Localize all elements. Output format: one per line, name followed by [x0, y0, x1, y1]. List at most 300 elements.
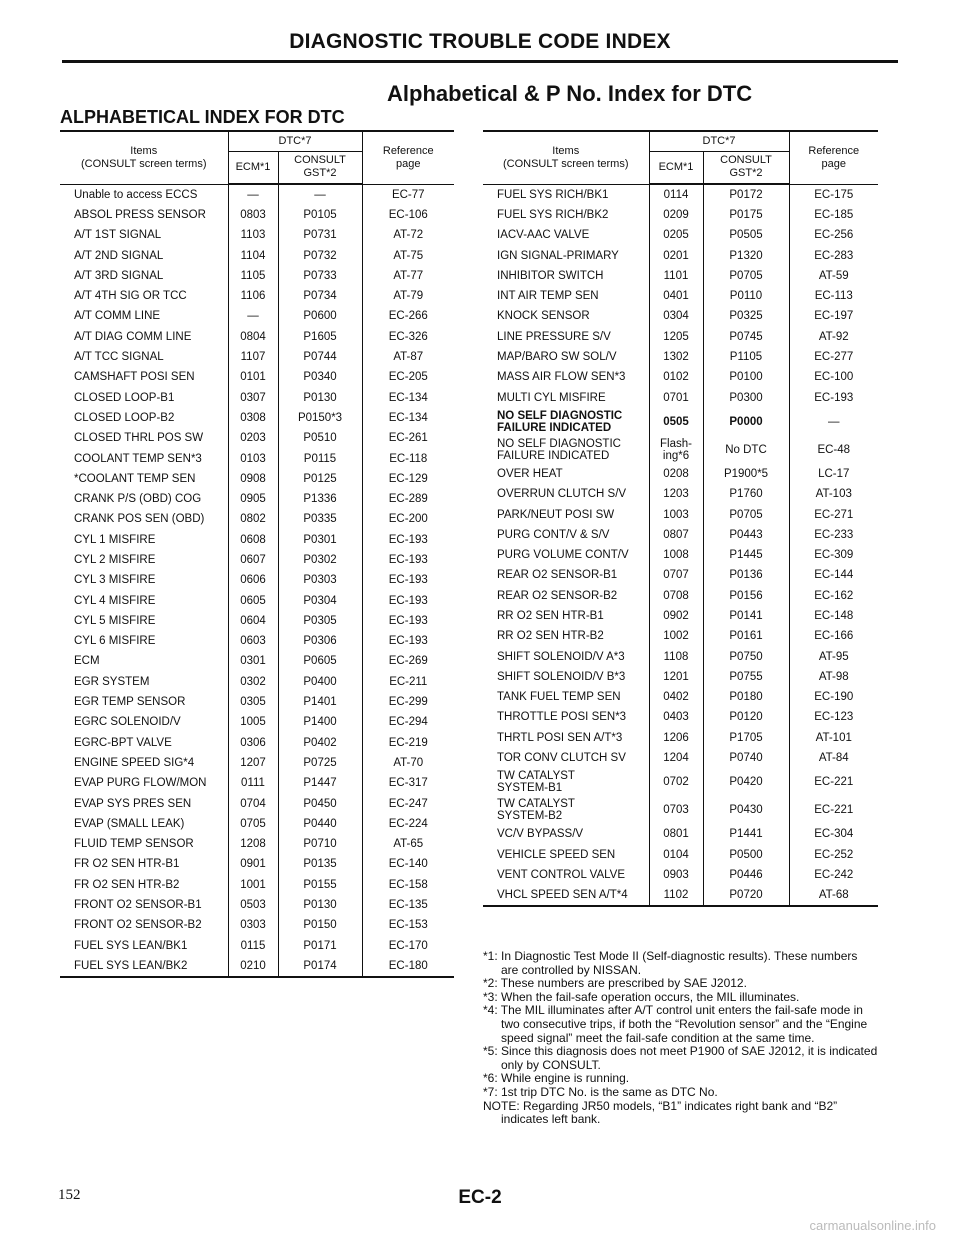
table-row: [483, 327, 878, 347]
cell-item: FRONT O2 SENSOR-B1: [74, 899, 202, 912]
cell-ecm: 1103: [228, 225, 278, 245]
dtc-table-left: [60, 130, 454, 978]
table-row: [60, 550, 454, 570]
cell-ecm: 1005: [228, 712, 278, 732]
cell-reference: EC-304: [789, 824, 878, 844]
table-row: [60, 895, 454, 915]
cell-ecm: 0505: [649, 408, 703, 436]
cell-consult-gst: No DTC: [703, 436, 789, 464]
table-row: [60, 854, 454, 874]
cell-reference: EC-134: [362, 408, 454, 428]
cell-ecm: 0704: [228, 793, 278, 813]
cell-ecm: 0205: [649, 225, 703, 245]
cell-consult-gst: P0720: [703, 885, 789, 906]
cell-item: SHIFT SOLENOID/V B*3: [497, 670, 626, 683]
cell-item: EGR SYSTEM: [74, 675, 150, 688]
cell-item: LINE PRESSURE S/V: [497, 330, 611, 343]
cell-ecm: 0701: [649, 387, 703, 407]
cell-consult-gst: P1900*5: [703, 464, 789, 484]
page-number: 152: [58, 1187, 81, 1203]
cell-item: PURG CONT/V & S/V: [497, 528, 610, 541]
cell-reference: EC-294: [362, 712, 454, 732]
table-row: [483, 367, 878, 387]
cell-reference: EC-175: [789, 184, 878, 205]
cell-consult-gst: P0731: [278, 225, 362, 245]
cell-ecm: —: [228, 184, 278, 205]
table-row: [60, 489, 454, 509]
cell-ecm: 0201: [649, 245, 703, 265]
cell-item: EGRC-BPT VALVE: [74, 736, 172, 749]
cell-ecm: 1101: [649, 266, 703, 286]
cell-consult-gst: P0150: [278, 915, 362, 935]
cell-consult-gst: P1441: [703, 824, 789, 844]
table-row: [60, 631, 454, 651]
cell-reference: AT-84: [789, 748, 878, 768]
cell-reference: AT-98: [789, 667, 878, 687]
cell-reference: EC-252: [789, 845, 878, 865]
table-row: [483, 525, 878, 545]
cell-consult-gst: P0446: [703, 865, 789, 885]
cell-reference: EC-134: [362, 387, 454, 407]
cell-ecm: 0307: [228, 387, 278, 407]
cell-item: ECM: [74, 655, 100, 668]
cell-consult-gst: P0745: [703, 327, 789, 347]
table-row: [483, 687, 878, 707]
cell-consult-gst: P0705: [703, 504, 789, 524]
footnote: NOTE: Regarding JR50 models, “B1” indicates right bank and “B2” indicates left bank.: [483, 1098, 838, 1127]
cell-ecm: 0401: [649, 286, 703, 306]
cell-reference: EC-118: [362, 448, 454, 468]
cell-ecm: 0403: [649, 707, 703, 727]
cell-reference: EC-283: [789, 245, 878, 265]
cell-ecm: 0115: [228, 935, 278, 955]
cell-consult-gst: P1105: [703, 347, 789, 367]
cell-item: FUEL SYS RICH/BK2: [497, 208, 609, 221]
cell-reference: AT-101: [789, 728, 878, 748]
table-row: [60, 611, 454, 631]
table-row: [60, 387, 454, 407]
cell-consult-gst: P0156: [703, 586, 789, 606]
footnote: *6: While engine is running.: [483, 1071, 630, 1086]
header-consult-gst: CONSULT GST*2: [703, 151, 789, 183]
table-row: [60, 712, 454, 732]
cell-item: FUEL SYS LEAN/BK2: [74, 959, 188, 972]
cell-reference: EC-193: [362, 631, 454, 651]
cell-item: CYL 2 MISFIRE: [74, 553, 156, 566]
cell-reference: AT-72: [362, 225, 454, 245]
cell-reference: LC-17: [789, 464, 878, 484]
cell-consult-gst: P1447: [278, 773, 362, 793]
table-row: [60, 672, 454, 692]
cell-ecm: 0903: [649, 865, 703, 885]
cell-consult-gst: P0510: [278, 428, 362, 448]
cell-consult-gst: P0000: [703, 408, 789, 436]
cell-reference: EC-256: [789, 225, 878, 245]
cell-consult-gst: P1401: [278, 692, 362, 712]
cell-consult-gst: P0171: [278, 935, 362, 955]
cell-reference: EC-190: [789, 687, 878, 707]
table-row: [483, 707, 878, 727]
cell-consult-gst: P0115: [278, 448, 362, 468]
table-row: [483, 748, 878, 768]
cell-consult-gst: P0301: [278, 530, 362, 550]
cell-consult-gst: P0440: [278, 814, 362, 834]
cell-item: TOR CONV CLUTCH SV: [497, 752, 626, 765]
cell-reference: EC-193: [362, 570, 454, 590]
cell-item: TANK FUEL TEMP SEN: [497, 691, 621, 704]
cell-item: CYL 1 MISFIRE: [74, 533, 156, 546]
cell-item: EVAP SYS PRES SEN: [74, 797, 192, 810]
header-reference: Reference page: [789, 131, 878, 183]
header-items: Items (CONSULT screen terms): [80, 144, 207, 170]
cell-ecm: 0607: [228, 550, 278, 570]
cell-reference: EC-193: [362, 530, 454, 550]
table-row: [483, 667, 878, 687]
cell-ecm: 1206: [649, 728, 703, 748]
cell-consult-gst: P0750: [703, 646, 789, 666]
cell-reference: EC-277: [789, 347, 878, 367]
cell-consult-gst: P0130: [278, 387, 362, 407]
cell-consult-gst: P0110: [703, 286, 789, 306]
cell-consult-gst: P1445: [703, 545, 789, 565]
cell-ecm: 0905: [228, 489, 278, 509]
table-row: [483, 245, 878, 265]
cell-reference: EC-193: [789, 387, 878, 407]
cell-item: FUEL SYS RICH/BK1: [497, 188, 609, 201]
cell-ecm: 0908: [228, 469, 278, 489]
cell-ecm: 0901: [228, 854, 278, 874]
cell-reference: EC-299: [362, 692, 454, 712]
cell-item: PURG VOLUME CONT/V: [497, 549, 629, 562]
index-subtitle: Alphabetical & P No. Index for DTC: [387, 81, 753, 106]
cell-consult-gst: P0600: [278, 306, 362, 326]
cell-consult-gst: P0400: [278, 672, 362, 692]
cell-reference: EC-193: [362, 611, 454, 631]
cell-ecm: 0210: [228, 956, 278, 977]
table-row: [483, 266, 878, 286]
cell-consult-gst: P0304: [278, 590, 362, 610]
table-row: [60, 245, 454, 265]
footnotes: [483, 950, 878, 1127]
cell-consult-gst: —: [278, 184, 362, 205]
cell-ecm: 0101: [228, 367, 278, 387]
cell-reference: AT-75: [362, 245, 454, 265]
table-row: [60, 793, 454, 813]
cell-item: COOLANT TEMP SEN*3: [74, 452, 202, 465]
header-ecm: ECM*1: [228, 151, 278, 183]
cell-ecm: 0306: [228, 733, 278, 753]
cell-item: EGR TEMP SENSOR: [74, 696, 186, 709]
cell-ecm: Flash- ing*6: [649, 436, 703, 464]
table-row: [60, 590, 454, 610]
cell-ecm: 1002: [649, 626, 703, 646]
cell-item: RR O2 SEN HTR-B1: [497, 609, 604, 622]
cell-item: KNOCK SENSOR: [497, 310, 590, 323]
cell-ecm: 1201: [649, 667, 703, 687]
section-page-code: EC-2: [458, 1187, 502, 1208]
table-row: [483, 626, 878, 646]
cell-item: PARK/NEUT POSI SW: [497, 508, 615, 521]
cell-reference: AT-59: [789, 266, 878, 286]
table-row: [60, 266, 454, 286]
cell-consult-gst: P0430: [703, 796, 789, 824]
table-row: [483, 464, 878, 484]
header-ecm: ECM*1: [649, 151, 703, 183]
cell-item: VEHICLE SPEED SEN: [497, 848, 616, 861]
cell-consult-gst: P0305: [278, 611, 362, 631]
table-row: [483, 865, 878, 885]
footnote: *4: The MIL illuminates after A/T control unit enters the fail-safe mode in two consecutive trips, if both the “Revolution sensor” and the “Engine speed signal” meet the fail-safe condition at the same time.: [483, 1003, 868, 1045]
table-row: [483, 184, 878, 205]
cell-consult-gst: P0725: [278, 753, 362, 773]
cell-ecm: 0208: [649, 464, 703, 484]
cell-consult-gst: P0155: [278, 875, 362, 895]
table-row: [483, 565, 878, 585]
cell-ecm: 0302: [228, 672, 278, 692]
cell-ecm: 0203: [228, 428, 278, 448]
table-row: [60, 956, 454, 977]
cell-ecm: 1008: [649, 545, 703, 565]
cell-item: FR O2 SEN HTR-B2: [74, 878, 180, 891]
cell-consult-gst: P0302: [278, 550, 362, 570]
cell-consult-gst: P0705: [703, 266, 789, 286]
cell-reference: EC-211: [362, 672, 454, 692]
table-row: [483, 586, 878, 606]
page-header-title: DIAGNOSTIC TROUBLE CODE INDEX: [289, 30, 671, 53]
header-rule: [62, 60, 898, 63]
cell-consult-gst: P0420: [703, 768, 789, 796]
cell-ecm: 0102: [649, 367, 703, 387]
cell-item: CYL 4 MISFIRE: [74, 594, 156, 607]
cell-item: MAP/BARO SW SOL/V: [497, 351, 617, 364]
cell-ecm: 1203: [649, 484, 703, 504]
cell-consult-gst: P0105: [278, 205, 362, 225]
cell-consult-gst: P0161: [703, 626, 789, 646]
cell-ecm: —: [228, 306, 278, 326]
cell-item: ABSOL PRESS SENSOR: [74, 208, 206, 221]
cell-reference: EC-158: [362, 875, 454, 895]
cell-ecm: 1302: [649, 347, 703, 367]
cell-item: VC/V BYPASS/V: [497, 828, 584, 841]
cell-item: CLOSED THRL POS SW: [74, 432, 204, 445]
cell-reference: EC-193: [362, 590, 454, 610]
cell-ecm: 0604: [228, 611, 278, 631]
cell-consult-gst: P1705: [703, 728, 789, 748]
table-row: [483, 646, 878, 666]
cell-ecm: 0703: [649, 796, 703, 824]
table-row: [60, 570, 454, 590]
cell-item: OVERRUN CLUTCH S/V: [497, 488, 627, 501]
cell-reference: EC-309: [789, 545, 878, 565]
table-row: [60, 347, 454, 367]
cell-ecm: 0708: [649, 586, 703, 606]
cell-reference: EC-247: [362, 793, 454, 813]
cell-item: OVER HEAT: [497, 467, 563, 480]
cell-item: RR O2 SEN HTR-B2: [497, 630, 604, 643]
cell-consult-gst: P0443: [703, 525, 789, 545]
cell-ecm: 0705: [228, 814, 278, 834]
table-row: [483, 885, 878, 906]
table-row: [483, 205, 878, 225]
cell-consult-gst: P1336: [278, 489, 362, 509]
cell-ecm: 0503: [228, 895, 278, 915]
cell-consult-gst: P0402: [278, 733, 362, 753]
cell-reference: EC-266: [362, 306, 454, 326]
cell-item: REAR O2 SENSOR-B2: [497, 589, 618, 602]
cell-reference: AT-65: [362, 834, 454, 854]
cell-consult-gst: P0141: [703, 606, 789, 626]
cell-consult-gst: P0175: [703, 205, 789, 225]
cell-ecm: 0301: [228, 651, 278, 671]
table-row: [60, 733, 454, 753]
header-consult-gst: CONSULT GST*2: [278, 151, 362, 183]
cell-item: ENGINE SPEED SIG*4: [74, 756, 195, 769]
table-row: [60, 367, 454, 387]
cell-item: EVAP (SMALL LEAK): [74, 817, 185, 830]
cell-reference: EC-113: [789, 286, 878, 306]
cell-item: CLOSED LOOP-B2: [74, 411, 175, 424]
cell-reference: EC-221: [789, 768, 878, 796]
cell-consult-gst: P0174: [278, 956, 362, 977]
cell-reference: EC-185: [789, 205, 878, 225]
cell-item: SHIFT SOLENOID/V A*3: [497, 650, 625, 663]
cell-ecm: 0807: [649, 525, 703, 545]
cell-consult-gst: P0180: [703, 687, 789, 707]
cell-consult-gst: P1400: [278, 712, 362, 732]
table-row: [483, 436, 878, 464]
table-row: [60, 530, 454, 550]
table-row: [60, 448, 454, 468]
table-row: [483, 387, 878, 407]
cell-item: REAR O2 SENSOR-B1: [497, 569, 618, 582]
cell-consult-gst: P0740: [703, 748, 789, 768]
table-row: [60, 327, 454, 347]
cell-ecm: 0114: [649, 184, 703, 205]
cell-consult-gst: P0325: [703, 306, 789, 326]
cell-reference: EC-197: [789, 306, 878, 326]
table-row: [60, 935, 454, 955]
cell-ecm: 0402: [649, 687, 703, 707]
footnote: *2: These numbers are prescribed by SAE J2012.: [483, 976, 747, 991]
table-row: [60, 692, 454, 712]
cell-consult-gst: P1760: [703, 484, 789, 504]
cell-reference: EC-140: [362, 854, 454, 874]
cell-item: CYL 3 MISFIRE: [74, 574, 156, 587]
cell-ecm: 0605: [228, 590, 278, 610]
cell-ecm: 0305: [228, 692, 278, 712]
cell-item: FLUID TEMP SENSOR: [74, 838, 194, 851]
cell-reference: EC-153: [362, 915, 454, 935]
cell-consult-gst: P0744: [278, 347, 362, 367]
cell-consult-gst: P0505: [703, 225, 789, 245]
cell-reference: EC-135: [362, 895, 454, 915]
table-row: [483, 768, 878, 796]
table-row: [483, 606, 878, 626]
cell-item: THROTTLE POSI SEN*3: [497, 711, 627, 724]
table-row: [60, 428, 454, 448]
cell-consult-gst: P1605: [278, 327, 362, 347]
cell-reference: EC-233: [789, 525, 878, 545]
watermark: carmanualsonline.info: [809, 1218, 936, 1233]
cell-item: A/T DIAG COMM LINE: [74, 330, 192, 343]
cell-item: CLOSED LOOP-B1: [74, 391, 175, 404]
cell-consult-gst: P0100: [703, 367, 789, 387]
cell-reference: EC-289: [362, 489, 454, 509]
cell-ecm: 0707: [649, 565, 703, 585]
cell-reference: EC-326: [362, 327, 454, 347]
cell-ecm: 0802: [228, 509, 278, 529]
cell-consult-gst: P0755: [703, 667, 789, 687]
cell-consult-gst: P0125: [278, 469, 362, 489]
cell-item: CAMSHAFT POSI SEN: [74, 371, 195, 384]
cell-reference: EC-200: [362, 509, 454, 529]
footnote: *7: 1st trip DTC No. is the same as DTC No.: [483, 1084, 718, 1099]
table-row: [483, 545, 878, 565]
cell-reference: AT-68: [789, 885, 878, 906]
table-row: [60, 651, 454, 671]
footnote: *5: Since this diagnosis does not meet P1900 of SAE J2012, it is indicated only by CONSULT.: [483, 1044, 878, 1072]
cell-item: FUEL SYS LEAN/BK1: [74, 939, 188, 952]
table-row: [60, 286, 454, 306]
table-row: [483, 408, 878, 436]
cell-consult-gst: P0306: [278, 631, 362, 651]
cell-ecm: 1107: [228, 347, 278, 367]
cell-ecm: 1001: [228, 875, 278, 895]
table-row: [60, 225, 454, 245]
table-row: [483, 845, 878, 865]
cell-item: VHCL SPEED SEN A/T*4: [497, 889, 628, 902]
footnote: *1: In Diagnostic Test Mode II (Self-diagnostic results). These numbers are controlled by NISSAN.: [483, 949, 858, 977]
cell-ecm: 0308: [228, 408, 278, 428]
cell-reference: EC-106: [362, 205, 454, 225]
cell-reference: EC-148: [789, 606, 878, 626]
cell-consult-gst: P0734: [278, 286, 362, 306]
cell-reference: EC-77: [362, 184, 454, 205]
cell-item: NO SELF DIAGNOSTIC FAILURE INDICATED: [497, 409, 623, 434]
cell-consult-gst: P0605: [278, 651, 362, 671]
cell-item: EVAP PURG FLOW/MON: [74, 777, 207, 790]
cell-item: Unable to access ECCS: [74, 188, 198, 201]
cell-item: MULTI CYL MISFIRE: [497, 391, 606, 404]
table-row: [60, 469, 454, 489]
cell-consult-gst: P0733: [278, 266, 362, 286]
cell-item: TW CATALYST SYSTEM-B2: [497, 798, 575, 823]
cell-item: A/T TCC SIGNAL: [74, 351, 164, 364]
cell-item: FR O2 SEN HTR-B1: [74, 858, 180, 871]
cell-ecm: 0902: [649, 606, 703, 626]
cell-consult-gst: P0732: [278, 245, 362, 265]
cell-reference: EC-219: [362, 733, 454, 753]
table-row: [483, 484, 878, 504]
cell-reference: EC-221: [789, 796, 878, 824]
table-row: [483, 796, 878, 824]
header-dtc: DTC*7: [228, 131, 362, 151]
cell-reference: EC-205: [362, 367, 454, 387]
cell-reference: AT-79: [362, 286, 454, 306]
cell-ecm: 0103: [228, 448, 278, 468]
table-row: [483, 306, 878, 326]
cell-reference: EC-100: [789, 367, 878, 387]
table-row: [483, 347, 878, 367]
cell-reference: EC-193: [362, 550, 454, 570]
cell-reference: EC-271: [789, 504, 878, 524]
cell-ecm: 0303: [228, 915, 278, 935]
table-row: [60, 753, 454, 773]
cell-item: FRONT O2 SENSOR-B2: [74, 919, 202, 932]
table-row: [60, 814, 454, 834]
cell-consult-gst: P0300: [703, 387, 789, 407]
cell-reference: EC-48: [789, 436, 878, 464]
